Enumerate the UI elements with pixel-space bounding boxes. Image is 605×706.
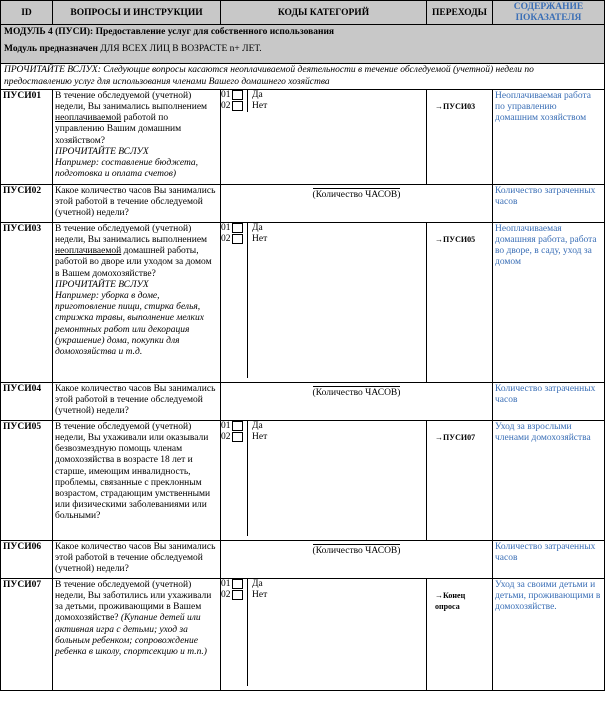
question-id: ПУСИ04 [1, 382, 53, 420]
read-aloud: ПРОЧИТАЙТЕ ВСЛУХ [55, 279, 149, 290]
indicator-content: Неоплачиваемая работа по управлению домашним хозяйством [493, 89, 605, 184]
header-content: СОДЕРЖАНИЕ ПОКАЗАТЕЛЯ [493, 1, 605, 25]
module-sub-text: ДЛЯ ВСЕХ ЛИЦ В ВОЗРАСТЕ n+ ЛЕТ. [97, 43, 262, 54]
example-note: Например: составление бюджета, подготовка и оплата счетов) [55, 158, 199, 180]
option-no-label: Нет [252, 431, 268, 442]
module-title: МОДУЛЬ 4 (ПУСИ): Предоставление услуг для собственного использования [4, 27, 335, 38]
question-id: ПУСИ06 [1, 540, 53, 578]
option-yes-label: Да [252, 222, 263, 233]
intro-text: ПРОЧИТАЙТЕ ВСЛУХ: Следующие вопросы касаются неоплачиваемой деятельности в течение обследуемой (учетной) недели по предоставлению услуг для использования членами Вашего домашнего хозяйства [1, 64, 605, 89]
option-no-label: Нет [252, 589, 268, 600]
indicator-content: Количество затраченных часов [493, 382, 605, 420]
skip-instruction: →ПУСИ07 [435, 432, 476, 442]
hours-input-field[interactable]: (Количество ЧАСОВ) [312, 545, 401, 556]
indicator-content: Количество затраченных часов [493, 184, 605, 222]
question-text: Какое количество часов Вы занимались этой работой в течение обследуемой (учетной) недели? [53, 184, 221, 222]
checkbox-yes[interactable] [232, 579, 243, 589]
table-row [1, 540, 605, 578]
question-text: В течение обследуемой (учетной) недели, Вы заботились или ухаживали за детьми, проживающими в Вашем домохозяйстве? (Купание детей или активная игра с детьми; уход за больным ребенком; сопровождение ребенка в школу, спортсекцию и т.п.) [53, 578, 221, 690]
option-no-label: Нет [252, 233, 268, 244]
module-row [1, 25, 605, 64]
answer-codes: 01 02 Да Нет [221, 578, 427, 690]
question-id: ПУСИ05 [1, 420, 53, 540]
indicator-content: Уход за взрослыми членами домохозяйства [493, 420, 605, 540]
hours-input-field[interactable]: (Количество ЧАСОВ) [312, 189, 401, 200]
option-no-label: Нет [252, 100, 268, 111]
answer-codes: 01 02 Да Нет [221, 420, 427, 540]
checkbox-no[interactable] [232, 432, 243, 442]
header-row [1, 1, 605, 25]
checkbox-yes[interactable] [232, 223, 243, 233]
skip-instruction: →ПУСИ05 [435, 234, 476, 244]
table-row [1, 89, 605, 184]
header-questions: ВОПРОСЫ И ИНСТРУКЦИИ [53, 1, 221, 25]
answer-codes: 01 02 Да Нет [221, 222, 427, 382]
checkbox-no[interactable] [232, 101, 243, 111]
question-text: Какое количество часов Вы занимались этой работой в течение обследуемой (учетной) недели? [53, 540, 221, 578]
question-text: Какое количество часов Вы занимались этой работой в течение обследуемой (учетной) недели? [53, 382, 221, 420]
option-yes-label: Да [252, 420, 263, 431]
header-jumps: ПЕРЕХОДЫ [427, 1, 493, 25]
checkbox-no[interactable] [232, 590, 243, 600]
question-text: В течение обследуемой (учетной) недели, Вы занимались выполнением неоплачиваемой домашней работы, работой во дворе или уходом за домом в Вашем домохозяйстве? ПРОЧИТАЙТЕ ВСЛУХ Например: уборка в доме, приготовление пищи, стирка белья, стрижка травы, выполнение мелких ремонтных работ или декорация (украшение) дома, покупки для домохозяйства и т.д. [53, 222, 221, 382]
checkbox-yes[interactable] [232, 421, 243, 431]
skip-instruction: →Конец опроса [435, 590, 466, 612]
checkbox-no[interactable] [232, 234, 243, 244]
table-row [1, 382, 605, 420]
indicator-content: Уход за своими детьми и детьми, проживающими в домохозяйстве. [493, 578, 605, 690]
checkbox-yes[interactable] [232, 90, 243, 100]
module-sub-bold: Модуль предназначен [4, 43, 98, 54]
read-aloud: ПРОЧИТАЙТЕ ВСЛУХ [55, 146, 149, 157]
answer-codes: 01 02 Да Нет [221, 89, 427, 184]
question-text: В течение обследуемой (учетной) недели, Вы занимались выполнением неоплачиваемой работой по управлению Вашим домашним хозяйством? ПРОЧИТАЙТЕ ВСЛУХ Например: составление бюджета, подготовка и оплата счетов) [53, 89, 221, 184]
example-note: Например: уборка в доме, приготовление пищи, стирка белья, стрижка травы, выполнение мелких ремонтных работ или декорация (украшение) дома, покупки для домохозяйства и т.д. [55, 291, 204, 358]
question-text: В течение обследуемой (учетной) недели, Вы ухаживали или оказывали безвозмездную помощь членам домохозяйства в возрасте 18 лет и старше, имеющим инвалидность, проблемы, связанные с преклонным возрастом, страдающим умственными или физическими заболеваниями или больными? [53, 420, 221, 540]
header-id: ID [1, 1, 53, 25]
table-row [1, 420, 605, 540]
option-yes-label: Да [252, 578, 263, 589]
intro-row [1, 64, 605, 89]
header-codes: КОДЫ КАТЕГОРИЙ [221, 1, 427, 25]
example-note: (Купание детей или активная игра с детьми; уход за больным ребенком; сопровождение ребенка в школу, спортсекцию и т.п.) [55, 613, 207, 658]
question-id: ПУСИ07 [1, 578, 53, 690]
table-row [1, 222, 605, 382]
question-id: ПУСИ02 [1, 184, 53, 222]
skip-instruction: →ПУСИ03 [435, 101, 476, 111]
table-row [1, 184, 605, 222]
table-row [1, 578, 605, 690]
question-id: ПУСИ03 [1, 222, 53, 382]
question-id: ПУСИ01 [1, 89, 53, 184]
hours-input-field[interactable]: (Количество ЧАСОВ) [312, 387, 401, 398]
option-yes-label: Да [252, 89, 263, 100]
indicator-content: Неоплачиваемая домашняя работа, работа во дворе, в саду, уход за домом [493, 222, 605, 382]
indicator-content: Количество затраченных часов [493, 540, 605, 578]
